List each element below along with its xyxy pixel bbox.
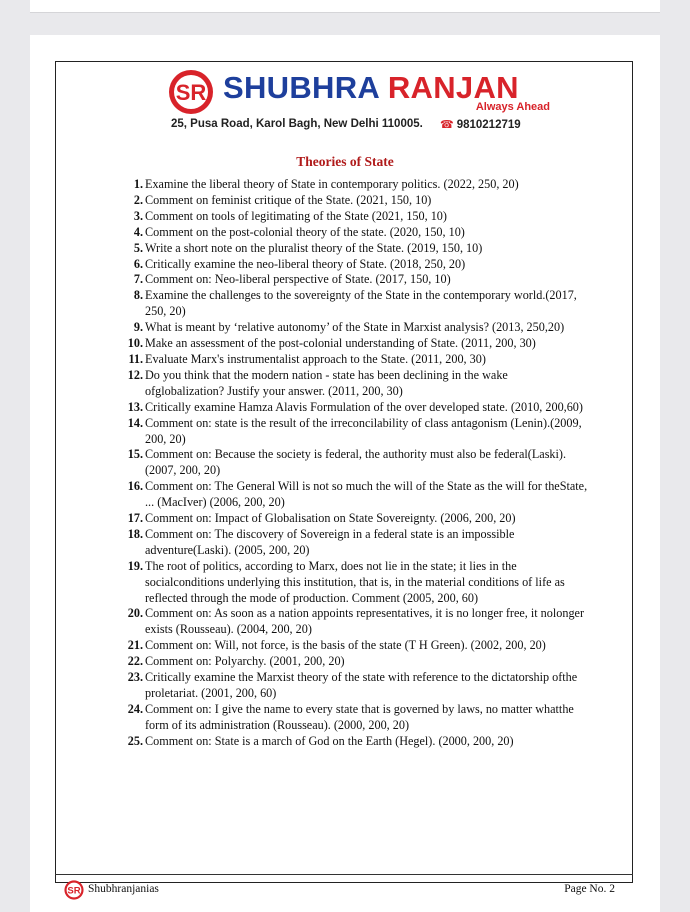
question-item [120, 193, 590, 209]
question-text: Comment on: Impact of Globalisation on State Sovereignty. (2006, 200, 20) [145, 511, 516, 526]
footer-logo-icon [64, 880, 84, 900]
brand-tagline: Always Ahead [475, 101, 550, 113]
question-text: Comment on: Neo-liberal perspective of State. (2017, 150, 10) [145, 272, 451, 287]
question-number: 24. [127, 701, 143, 716]
question-text: Comment on: Polyarchy. (2001, 200, 20) [145, 654, 345, 669]
question-item [120, 734, 590, 750]
telephone-icon: ☎ [440, 119, 454, 131]
question-number: 4. [133, 224, 143, 239]
question-text: Critically examine Hamza Alavis Formulation of the over developed state. (2010, 200,60) [145, 399, 583, 414]
shubhra-ranjan-logo-icon [168, 69, 214, 115]
question-number: 6. [133, 256, 143, 271]
page-title: Theories of State [296, 154, 394, 169]
question-item [120, 336, 590, 352]
question-item [120, 416, 590, 448]
question-text: What is meant by ‘relative autonomy’ of the State in Marxist analysis? (2013, 250,20) [145, 320, 565, 335]
question-number: 5. [133, 240, 143, 255]
question-text: Make an assessment of the post-colonial understanding of State. (2011, 200, 30) [145, 336, 536, 351]
question-number: 23. [127, 670, 143, 685]
footer-divider [55, 874, 633, 875]
question-text: Examine the liberal theory of State in contemporary politics. (2022, 250, 20) [145, 177, 519, 191]
question-item [120, 606, 590, 638]
question-number: 22. [127, 654, 143, 669]
question-item [120, 320, 590, 336]
question-number: 14. [127, 415, 143, 430]
question-number: 1. [133, 177, 143, 191]
question-number: 2. [133, 192, 143, 207]
question-text: Comment on tools of legitimating of the State (2021, 150, 10) [145, 208, 447, 223]
question-number: 21. [127, 638, 143, 653]
question-item [120, 702, 590, 734]
question-item [120, 288, 590, 320]
question-text: Comment on: As soon as a nation appoints representatives, it is no longer free, it nolonger exists (Rousseau). (2004, 200, 20) [145, 606, 585, 637]
question-item [120, 527, 590, 559]
question-number: 25. [127, 733, 143, 748]
question-number: 3. [133, 208, 143, 223]
svg-text:SR: SR [67, 885, 81, 897]
question-number: 9. [133, 320, 143, 335]
question-item [120, 257, 590, 273]
question-list [120, 177, 590, 750]
question-item [120, 177, 590, 193]
question-text: Evaluate Marx's instrumentalist approach to the State. (2011, 200, 30) [145, 351, 486, 366]
question-text: Comment on: The General Will is not so much the will of the State as the will for theState, ... (MacIver) (2006, 200, 20) [145, 479, 588, 510]
question-text: Comment on: I give the name to every state that is governed by laws, no matter whatthe form of its administration (Rousseau). (2000, 200, 20) [145, 701, 574, 732]
question-text: Comment on: State is a march of God on the Earth (Hegel). (2000, 200, 20) [145, 733, 514, 748]
question-text: Comment on feminist critique of the State. (2021, 150, 10) [145, 192, 432, 207]
svg-text:SR: SR [175, 80, 207, 105]
footer-site-name: Shubhranjanias [88, 883, 159, 895]
document-page [30, 35, 660, 912]
question-item [120, 559, 590, 607]
question-item [120, 368, 590, 400]
question-number: 15. [127, 447, 143, 462]
question-item [120, 272, 590, 288]
question-text: Comment on: state is the result of the irreconcilability of class antagonism (Lenin).(2009, 200, 20) [145, 415, 582, 446]
question-text: Comment on: Because the society is federal, the authority must also be federal(Laski). (2007, 200, 20) [145, 447, 567, 478]
brand-name-part2: RANJAN [387, 70, 519, 105]
brand-address: 25, Pusa Road, Karol Bagh, New Delhi 110005. [171, 118, 423, 130]
question-text: Critically examine the neo-liberal theory of State. (2018, 250, 20) [145, 256, 466, 271]
brand-phone [440, 118, 521, 131]
question-number: 10. [127, 336, 143, 351]
question-number: 20. [127, 606, 143, 621]
question-item [120, 447, 590, 479]
question-text: The root of politics, according to Marx, does not lie in the state; it lies in the socialconditions underlying this institution, that is, in the material conditions of life as reflected through the mode of production. Comment (2005, 200, 60) [145, 558, 565, 605]
phone-number: 9810212719 [456, 119, 521, 131]
question-text: Comment on: The discovery of Sovereign in a federal state is an impossible adventure(Laski). (2005, 200, 20) [145, 526, 515, 557]
question-text: Critically examine the Marxist theory of the state with reference to the dictatorship ofthe proletariat. (2001, 200, 60) [145, 670, 578, 700]
question-item [120, 479, 590, 511]
brand-name-part1: SHUBHRA [223, 70, 388, 105]
question-number: 17. [127, 511, 143, 526]
page-number: Page No. 2 [564, 883, 615, 895]
previous-page-edge [30, 0, 660, 13]
question-item [120, 241, 590, 257]
question-item [120, 511, 590, 527]
question-item [120, 670, 590, 702]
question-number: 19. [127, 558, 143, 573]
question-number: 13. [127, 399, 143, 414]
question-item [120, 352, 590, 368]
question-item [120, 654, 590, 670]
question-number: 12. [127, 367, 143, 382]
question-number: 7. [133, 272, 143, 287]
question-text: Comment on the post-colonial theory of the state. (2020, 150, 10) [145, 224, 465, 239]
question-number: 11. [128, 351, 143, 366]
question-number: 8. [133, 288, 143, 303]
question-text: Do you think that the modern nation - state has been declining in the wake ofglobalization? Justify your answer. (2011, 200, 30) [145, 367, 508, 398]
question-item [120, 209, 590, 225]
question-number: 16. [127, 479, 143, 494]
question-number: 18. [127, 526, 143, 541]
question-text: Comment on: Will, not force, is the basis of the state (T H Green). (2002, 200, 20) [145, 638, 546, 653]
question-text: Write a short note on the pluralist theory of the State. (2019, 150, 10) [145, 240, 483, 255]
question-item [120, 225, 590, 241]
question-item [120, 400, 590, 416]
question-item [120, 638, 590, 654]
question-text: Examine the challenges to the sovereignty of the State in the contemporary world.(2017, 250, 20) [145, 288, 577, 319]
